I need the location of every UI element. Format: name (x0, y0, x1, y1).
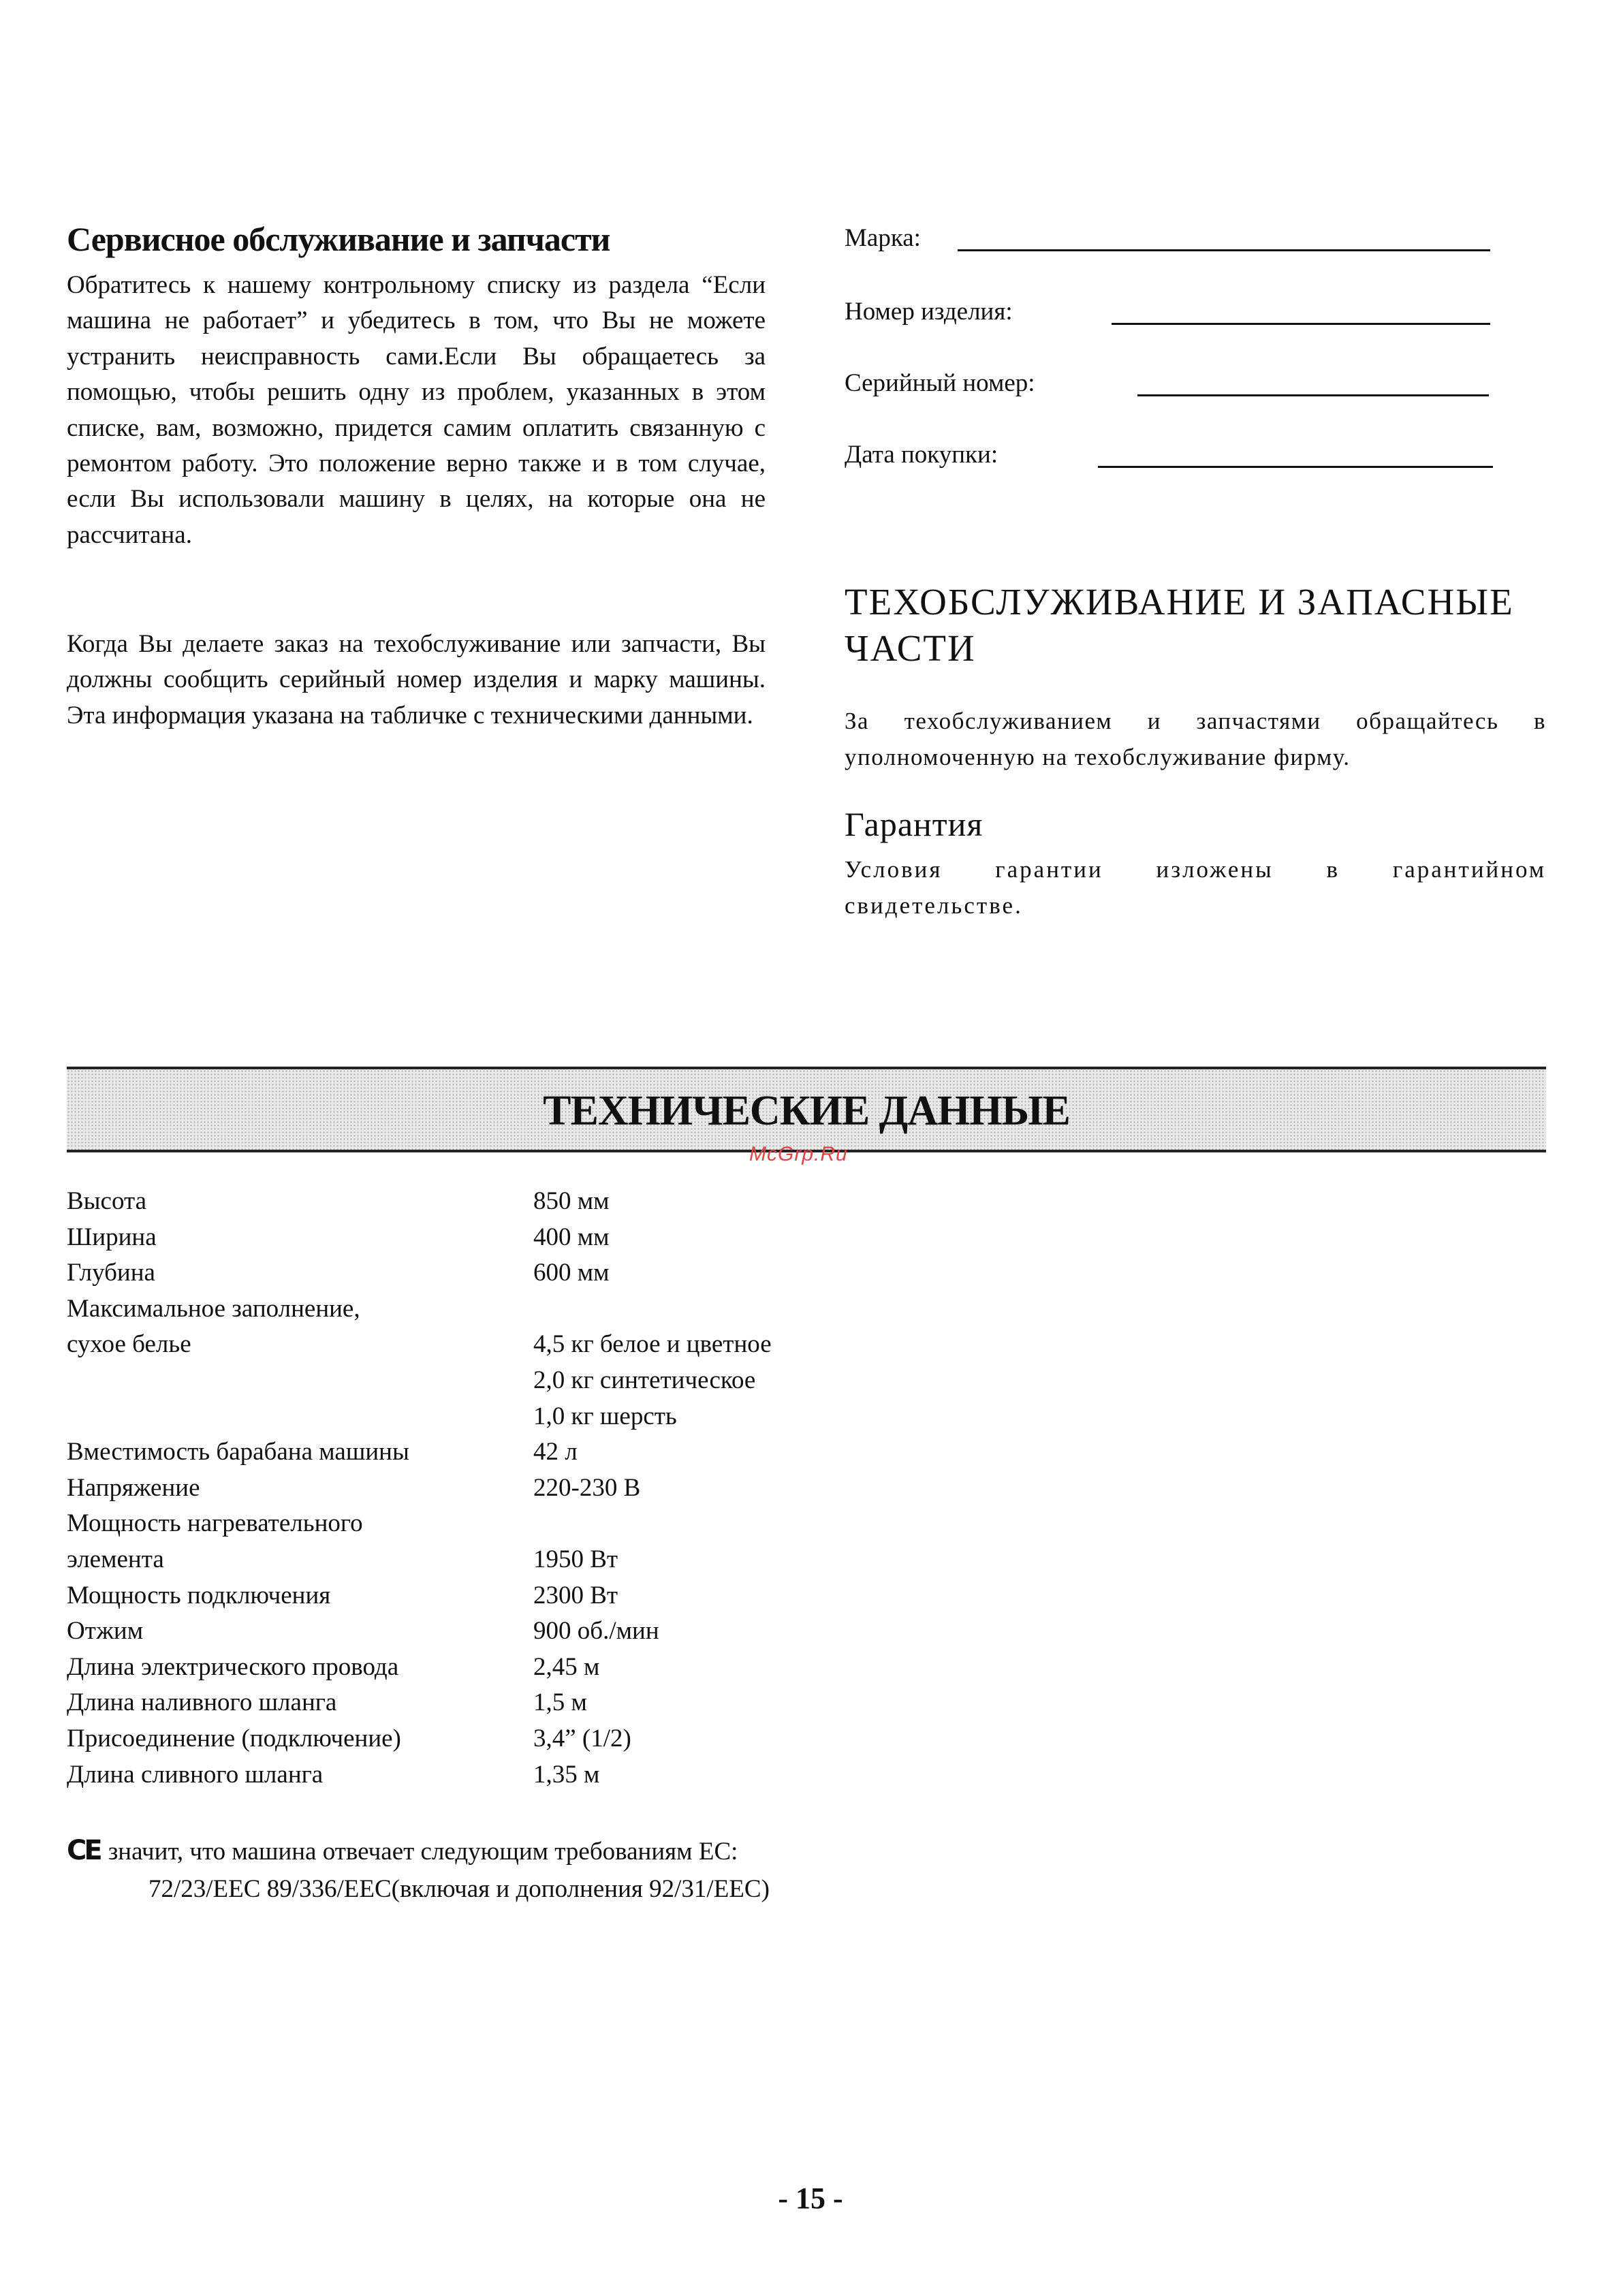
spec-row (67, 1506, 952, 1542)
ce-statement (67, 1835, 738, 1866)
spec-row (67, 1614, 952, 1650)
spec-row (67, 1399, 952, 1435)
spec-row (67, 1578, 952, 1614)
spec-value: 2300 Вт (533, 1581, 618, 1609)
spec-value: 1,5 м (533, 1688, 587, 1717)
spec-value: 1950 Вт (533, 1545, 618, 1573)
brand-label: Марка: (845, 224, 921, 252)
ce-mark-icon: CE (67, 1835, 100, 1866)
spec-value: 1,0 кг шерсть (533, 1402, 677, 1430)
spec-label: Максимальное заполнение, (67, 1294, 360, 1323)
spec-row (67, 1184, 952, 1220)
serial-number-field (845, 368, 1035, 400)
brand-field (845, 223, 921, 255)
spec-table (67, 1184, 952, 1793)
tech-data-banner (67, 1067, 1546, 1152)
spec-label: Глубина (67, 1259, 155, 1287)
spec-value: 3,4” (1/2) (533, 1724, 631, 1752)
service-title: Сервисное обслуживание и запчасти (67, 220, 610, 258)
watermark: McGrp.Ru (749, 1143, 848, 1165)
spec-label: Мощность подключения (67, 1581, 331, 1609)
spec-row (67, 1721, 952, 1757)
spec-value: 4,5 кг белое и цветное (533, 1330, 772, 1359)
spec-row (67, 1327, 952, 1363)
product-number-field (845, 297, 1013, 328)
spec-value: 600 мм (533, 1259, 610, 1287)
spec-value: 900 об./мин (533, 1617, 659, 1646)
spec-label: Длина наливного шланга (67, 1688, 337, 1717)
spec-label: Вместимость барабана машины (67, 1438, 409, 1466)
spec-row (67, 1220, 952, 1256)
maintenance-title: ТЕХОБСЛУЖИВАНИЕ И ЗАПАСНЫЕ ЧАСТИ (845, 581, 1514, 669)
serial-number-label: Серийный номер: (845, 369, 1035, 397)
spec-label: Высота (67, 1187, 147, 1215)
page-number: - 15 - (778, 2182, 843, 2215)
product-number-line (1112, 323, 1490, 325)
spec-value: 2,45 м (533, 1652, 600, 1681)
serial-number-line (1137, 394, 1489, 396)
spec-row (67, 1685, 952, 1721)
purchase-date-field (845, 440, 998, 471)
spec-label: Длина электрического провода (67, 1652, 399, 1681)
spec-value: 400 мм (533, 1223, 610, 1251)
spec-row (67, 1542, 952, 1578)
brand-line (958, 249, 1490, 251)
spec-row (67, 1255, 952, 1291)
spec-label: элемента (67, 1545, 164, 1573)
spec-label: сухое белье (67, 1330, 191, 1359)
spec-value: 850 мм (533, 1187, 610, 1215)
spec-row (67, 1650, 952, 1686)
spec-row (67, 1363, 952, 1399)
spec-label: Ширина (67, 1223, 157, 1251)
spec-label: Длина сливного шланга (67, 1760, 324, 1789)
spec-label: Отжим (67, 1617, 144, 1646)
ce-standards: 72/23/ЕЕС 89/336/ЕЕС(включая и дополнения 92/31/ЕЕС) (148, 1875, 770, 1903)
spec-value: 42 л (533, 1438, 578, 1466)
spec-row (67, 1434, 952, 1471)
ce-text: значит, что машина отвечает следующим требованиям ЕС: (108, 1838, 738, 1866)
purchase-date-line (1098, 466, 1493, 468)
spec-row (67, 1471, 952, 1507)
product-number-label: Номер изделия: (845, 298, 1013, 326)
spec-value: 2,0 кг синтетическое (533, 1366, 756, 1394)
spec-value: 220-230 В (533, 1473, 641, 1502)
spec-label: Мощность нагревательного (67, 1509, 363, 1538)
spec-label: Напряжение (67, 1473, 200, 1502)
tech-data-title: ТЕХНИЧЕСКИЕ ДАННЫЕ (543, 1088, 1070, 1134)
warranty-title: Гарантия (845, 805, 983, 843)
maintenance-text: За техобслуживанием и запчастями обращайтесь в уполномоченную на техобслуживание фирму. (845, 708, 1546, 770)
warranty-text: Условия гарантии изложены в гарантийном свидетельстве. (845, 856, 1546, 919)
spec-row (67, 1291, 952, 1327)
spec-label: Присоединение (подключение) (67, 1724, 401, 1752)
service-paragraph-1: Обратитесь к нашему контрольному списку из раздела “Если машина не работает” и убедитесь в том, что Вы не можете устранить неисправность сами.Если Вы обращаетесь за помощью, чтобы решить одну из проблем, указанных в этом списке, вам, возможно, придется самим оплатить связанную с ремонтом работу. Это положение верно также и в том случае, если Вы использовали машину в целях, на которые она не рассчитана. (67, 271, 766, 549)
spec-row (67, 1757, 952, 1793)
service-paragraph-2: Когда Вы делаете заказ на техобслуживание или запчасти, Вы должны сообщить серийный номер изделия и марку машины. Эта информация указана на табличке с техническими данными. (67, 630, 766, 729)
spec-value: 1,35 м (533, 1760, 600, 1789)
purchase-date-label: Дата покупки: (845, 441, 998, 469)
